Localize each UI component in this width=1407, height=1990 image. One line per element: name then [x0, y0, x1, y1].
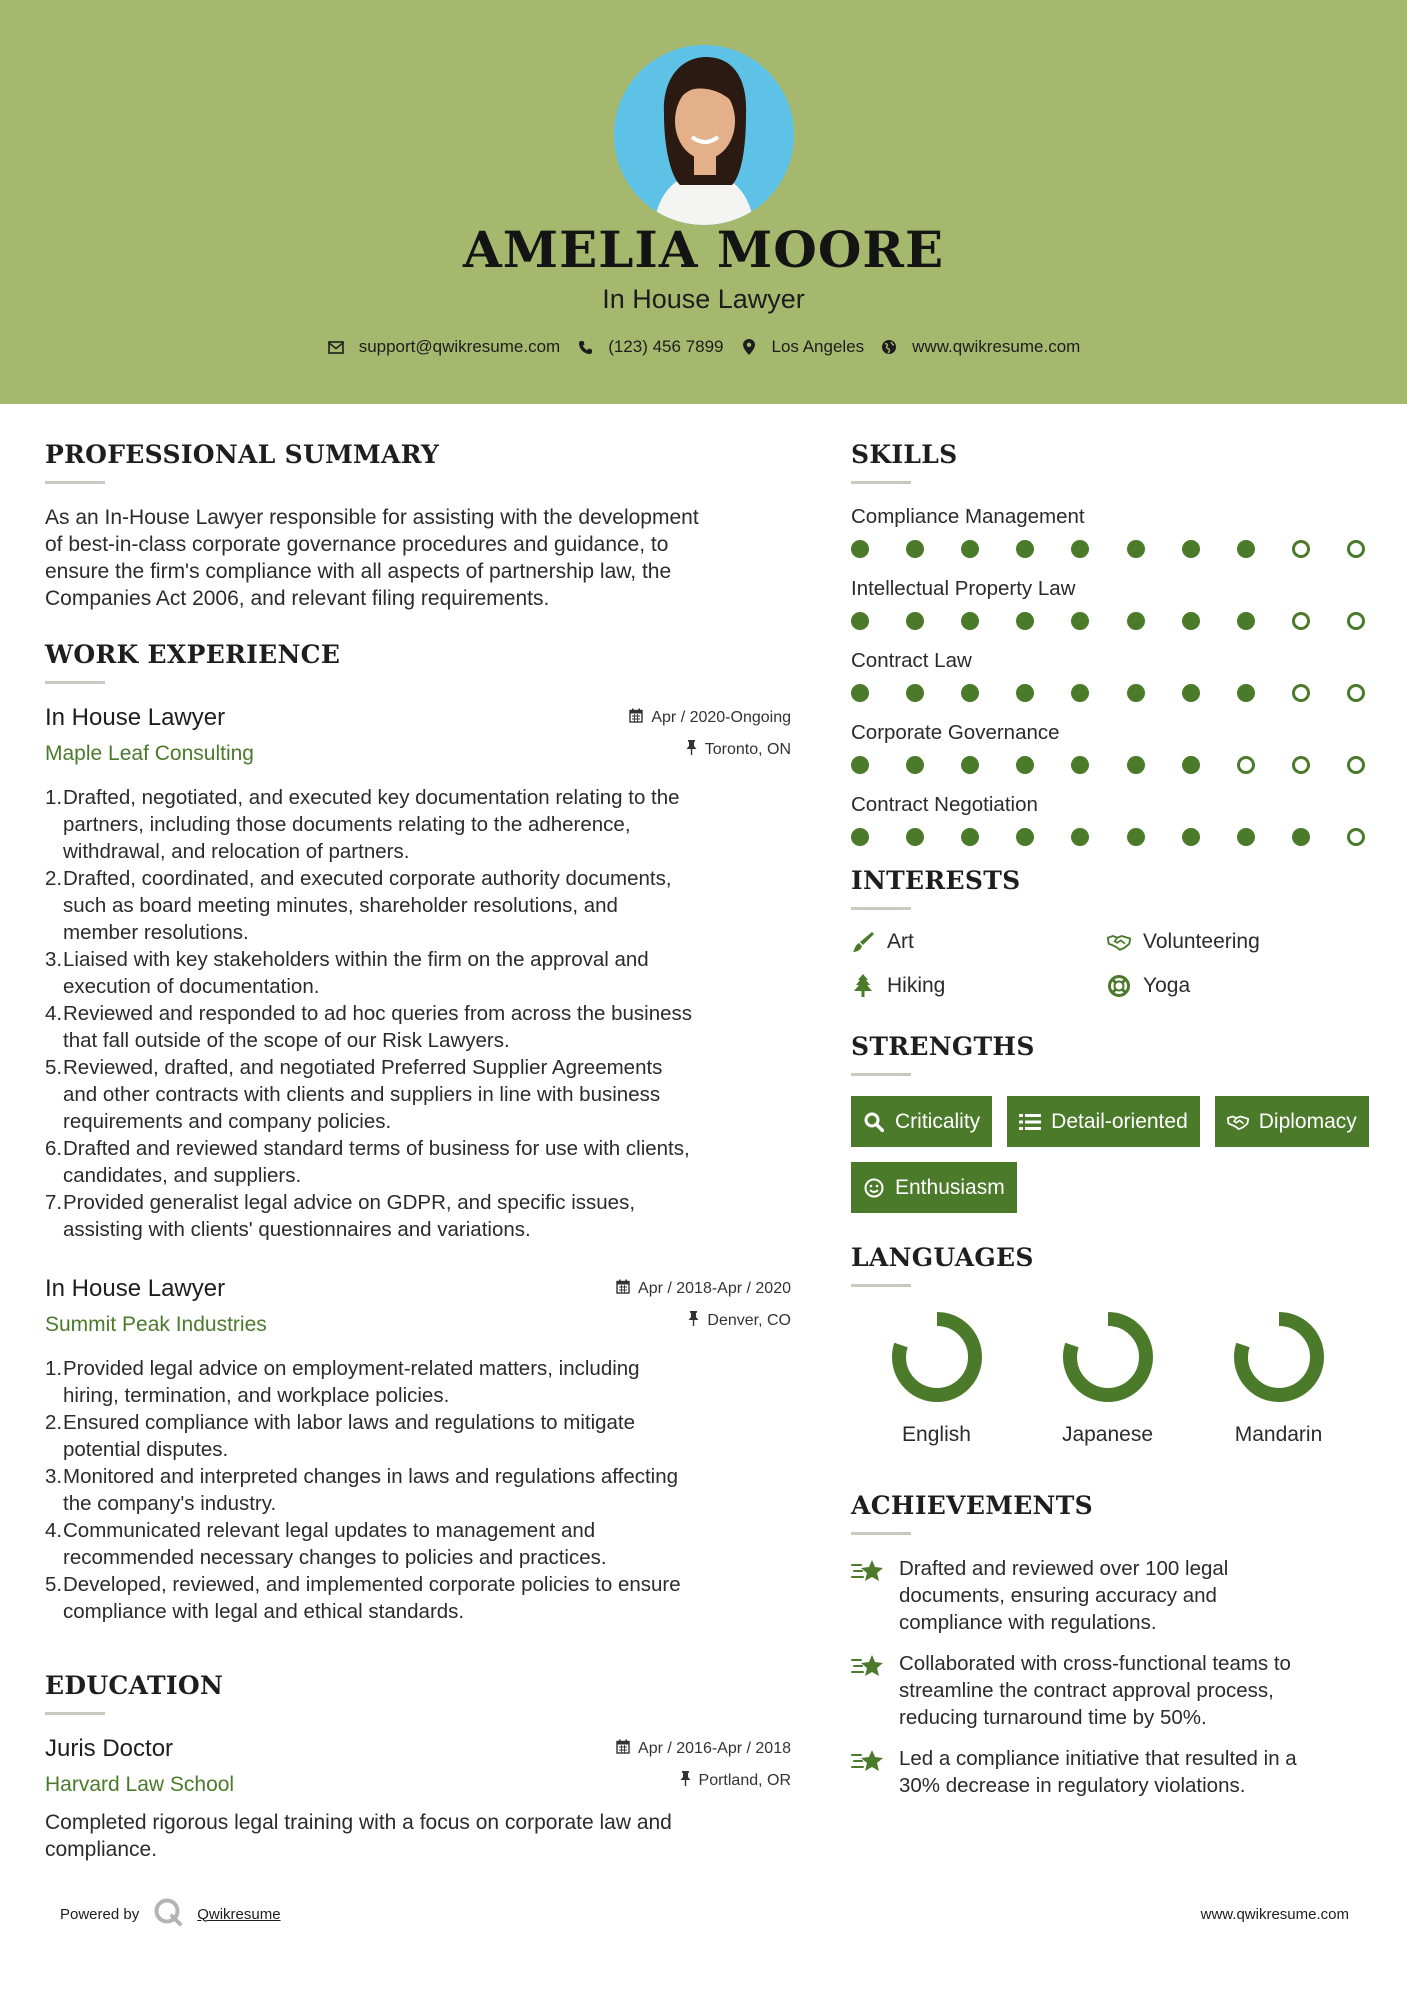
header [0, 0, 1407, 404]
duty-number: 7. [45, 1191, 63, 1214]
education-entry [45, 1735, 791, 1863]
interest-label: Volunteering [1143, 930, 1260, 953]
contact-phone[interactable] [576, 337, 723, 357]
candidate-name: AMELIA MOORE [462, 220, 945, 279]
duty-text: Drafted and reviewed standard terms of business for use with clients, [63, 1137, 690, 1160]
smile-icon [863, 1177, 885, 1199]
duty-text: partners, including those documents relating to the adherence, [63, 813, 631, 836]
job-meta [616, 1279, 791, 1331]
interest-item [1107, 974, 1363, 998]
rating-dot-filled [1016, 612, 1034, 630]
skill-rating [851, 684, 1365, 702]
job-dates: Apr / 2020-Ongoing [651, 709, 791, 726]
skill-name: Contract Negotiation [851, 793, 1038, 816]
skills-list [851, 504, 1371, 846]
duty-line [45, 865, 791, 892]
duty-line [45, 1108, 791, 1135]
rating-dot-empty [1292, 756, 1310, 774]
duty-text: Developed, reviewed, and implemented corporate policies to ensure [63, 1573, 681, 1596]
avatar [614, 45, 794, 225]
section-title-interests: INTERESTS [851, 866, 1021, 895]
duty-line [45, 1135, 791, 1162]
section-title-experience: WORK EXPERIENCE [45, 640, 341, 669]
handshake-icon [1227, 1111, 1249, 1133]
interest-item [851, 974, 1107, 998]
skill-item [851, 720, 1371, 774]
duty-text: requirements and company policies. [63, 1110, 392, 1133]
rating-dot-filled [851, 684, 869, 702]
achievement-text [899, 1555, 1228, 1636]
section-divider [851, 907, 911, 910]
rating-dot-filled [961, 756, 979, 774]
education-location: Portland, OR [698, 1772, 791, 1789]
contact-email[interactable] [327, 337, 561, 357]
rating-dot-filled [1182, 540, 1200, 558]
duty-line [45, 1162, 791, 1189]
life-ring-icon [1107, 974, 1131, 998]
interest-label: Hiking [887, 974, 946, 997]
strength-label: Criticality [895, 1109, 981, 1133]
duty-text: Communicated relevant legal updates to management and [63, 1519, 596, 1542]
interest-item [1107, 930, 1363, 954]
duty-text: recommended necessary changes to policies and practices. [63, 1546, 607, 1569]
job-location: Denver, CO [707, 1312, 791, 1329]
duty-text: Drafted, coordinated, and executed corporate authority documents, [63, 867, 672, 890]
rating-dot-filled [1071, 828, 1089, 846]
strength-label: Detail-oriented [1051, 1109, 1188, 1133]
duty-text: Provided legal advice on employment-related matters, including [63, 1357, 640, 1380]
job-title: In House Lawyer [45, 1275, 226, 1302]
rating-dot-filled [1237, 540, 1255, 558]
achievement-text [899, 1745, 1297, 1799]
contact-bar [0, 337, 1407, 357]
strength-tag [1007, 1096, 1200, 1147]
section-title-strengths: STRENGTHS [851, 1032, 1035, 1061]
duty-number [45, 1108, 63, 1135]
section-title-summary: PROFESSIONAL SUMMARY [45, 440, 440, 469]
shooting-star-icon [851, 1747, 885, 1775]
rating-dot-filled [851, 756, 869, 774]
duty-number: 1. [45, 1357, 63, 1380]
duty-text: such as board meeting minutes, shareholder resolutions, and [63, 894, 618, 917]
rating-dot-filled [906, 828, 924, 846]
skill-name: Corporate Governance [851, 721, 1060, 744]
brand-link[interactable]: Qwikresume [197, 1905, 281, 1923]
website-text: www.qwikresume.com [912, 337, 1081, 356]
strength-tags [851, 1096, 1371, 1213]
skill-item [851, 648, 1371, 702]
duty-line [45, 1000, 791, 1027]
duty-line [45, 838, 791, 865]
strength-tag [1215, 1096, 1369, 1147]
rating-dot-filled [1182, 684, 1200, 702]
duty-line [45, 1517, 791, 1544]
summary-line: ensure the firm's compliance with all aspects of partnership law, the [45, 560, 672, 583]
duty-text: Monitored and interpreted changes in laws and regulations affecting [63, 1465, 679, 1488]
rating-dot-filled [1127, 684, 1145, 702]
rating-dot-empty [1292, 684, 1310, 702]
section-title-education: EDUCATION [45, 1671, 224, 1700]
right-column [851, 440, 1371, 1813]
degree: Juris Doctor [45, 1735, 174, 1762]
strength-tag [851, 1096, 992, 1147]
rating-dot-filled [1016, 684, 1034, 702]
rating-dot-filled [961, 540, 979, 558]
duty-line [45, 1054, 791, 1081]
rating-dot-filled [906, 540, 924, 558]
duty-line [45, 892, 791, 919]
skill-name: Contract Law [851, 649, 972, 672]
duty-number [45, 1598, 63, 1625]
job-entry [45, 704, 791, 1243]
education-description [45, 1809, 791, 1863]
powered-by [60, 1897, 281, 1931]
duty-text: withdrawal, and relocation of partners. [63, 840, 410, 863]
duty-line [45, 784, 791, 811]
language-progress-ring [1229, 1307, 1329, 1407]
rating-dot-empty [1347, 684, 1365, 702]
skill-rating [851, 828, 1365, 846]
duty-text: Provided generalist legal advice on GDPR, and specific issues, [63, 1191, 636, 1214]
duty-line [45, 1382, 791, 1409]
duty-number: 1. [45, 786, 63, 809]
rating-dot-filled [961, 684, 979, 702]
rating-dot-filled [1127, 612, 1145, 630]
duty-line [45, 1027, 791, 1054]
duty-number [45, 838, 63, 865]
achievement-line: documents, ensuring accuracy and [899, 1584, 1217, 1607]
section-title-achievements: ACHIEVEMENTS [851, 1491, 1093, 1520]
duty-number: 4. [45, 1519, 63, 1542]
duty-number [45, 1081, 63, 1108]
duty-number [45, 1027, 63, 1054]
achievement-line: 30% decrease in regulatory violations. [899, 1774, 1246, 1797]
achievements-section [851, 1491, 1371, 1799]
education-line: compliance. [45, 1838, 158, 1861]
job-dates: Apr / 2018-Apr / 2020 [638, 1280, 791, 1297]
strengths-section [851, 1032, 1371, 1213]
duty-line [45, 973, 791, 1000]
language-progress-arc [1241, 1319, 1317, 1395]
duty-line [45, 1598, 791, 1625]
qwikresume-logo-icon [153, 1897, 183, 1931]
experience-section [45, 640, 791, 1625]
rating-dot-filled [1237, 612, 1255, 630]
duty-line [45, 1544, 791, 1571]
education-dates: Apr / 2016-Apr / 2018 [638, 1740, 791, 1757]
duty-line [45, 919, 791, 946]
duty-text: the company's industry. [63, 1492, 277, 1515]
achievement-line: reducing turnaround time by 50%. [899, 1706, 1207, 1729]
rating-dot-filled [906, 612, 924, 630]
summary-section [45, 440, 791, 612]
duty-line [45, 1490, 791, 1517]
calendar-icon [629, 708, 643, 728]
section-title-languages: LANGUAGES [851, 1243, 1034, 1272]
achievement-item [851, 1745, 1371, 1799]
skill-item [851, 504, 1371, 558]
duty-text: compliance with legal and ethical standards. [63, 1600, 465, 1623]
achievement-line: streamline the contract approval process, [899, 1679, 1274, 1702]
search-icon [863, 1111, 885, 1133]
rating-dot-empty [1292, 540, 1310, 558]
rating-dot-filled [1016, 756, 1034, 774]
duty-text: Reviewed, drafted, and negotiated Preferred Supplier Agreements [63, 1056, 663, 1079]
language-progress-arc [899, 1319, 975, 1395]
rating-dot-filled [1016, 828, 1034, 846]
skill-name: Compliance Management [851, 505, 1085, 528]
duty-line [45, 1409, 791, 1436]
duty-text: Drafted, negotiated, and executed key documentation relating to the [63, 786, 680, 809]
job-title: In House Lawyer [45, 704, 226, 731]
rating-dot-empty [1347, 540, 1365, 558]
duty-text: Reviewed and responded to ad hoc queries from across the business [63, 1002, 693, 1025]
pushpin-icon [686, 740, 697, 760]
education-section [45, 1671, 791, 1863]
job-meta [629, 708, 791, 760]
summary-text [45, 504, 791, 612]
shooting-star-icon [851, 1557, 885, 1585]
language-progress-ring [887, 1307, 987, 1407]
rating-dot-filled [1182, 756, 1200, 774]
duty-text: hiring, termination, and workplace policies. [63, 1384, 450, 1407]
calendar-icon [616, 1279, 630, 1299]
footer-website[interactable]: www.qwikresume.com [1200, 1906, 1349, 1923]
rating-dot-empty [1237, 756, 1255, 774]
rating-dot-filled [961, 828, 979, 846]
school: Harvard Law School [45, 1773, 235, 1796]
section-title-skills: SKILLS [851, 440, 958, 469]
rating-dot-filled [1127, 828, 1145, 846]
skill-rating [851, 756, 1365, 774]
achievement-list [851, 1555, 1371, 1799]
pushpin-icon [688, 1311, 699, 1331]
summary-line: Companies Act 2006, and relevant filing requirements. [45, 587, 550, 610]
duty-number [45, 919, 63, 946]
duty-number: 2. [45, 867, 63, 890]
language-name: Mandarin [1234, 1423, 1323, 1446]
duty-number [45, 1544, 63, 1571]
duty-text: potential disputes. [63, 1438, 229, 1461]
duty-number [45, 892, 63, 919]
language-list [851, 1307, 1371, 1447]
duty-text: execution of documentation. [63, 975, 320, 998]
duty-line [45, 1463, 791, 1490]
achievement-line: Led a compliance initiative that resulted in a [899, 1747, 1297, 1770]
candidate-role: In House Lawyer [602, 284, 805, 314]
education-meta [616, 1739, 791, 1791]
duty-number: 6. [45, 1137, 63, 1160]
interests-section [851, 866, 1371, 998]
skill-rating [851, 612, 1365, 630]
language-name: English [902, 1423, 971, 1446]
email-text: support@qwikresume.com [358, 337, 561, 356]
list-icon [1019, 1111, 1041, 1133]
map-marker-icon [740, 338, 758, 356]
language-item [851, 1307, 1022, 1447]
interest-item [851, 930, 1107, 954]
duty-number: 3. [45, 1465, 63, 1488]
achievement-item [851, 1650, 1371, 1731]
rating-dot-empty [1347, 756, 1365, 774]
summary-line: As an In-House Lawyer responsible for assisting with the development [45, 506, 699, 529]
education-line: Completed rigorous legal training with a focus on corporate law and [45, 1811, 672, 1834]
rating-dot-filled [851, 612, 869, 630]
language-name: Japanese [1061, 1423, 1154, 1446]
rating-dot-filled [851, 540, 869, 558]
achievement-text [899, 1650, 1291, 1731]
handshake-icon [1107, 930, 1131, 954]
duty-number: 3. [45, 948, 63, 971]
duty-number: 5. [45, 1056, 63, 1079]
phone-icon [576, 338, 594, 356]
duty-number [45, 811, 63, 838]
summary-line: of best-in-class corporate governance procedures and guidance, to [45, 533, 669, 556]
section-divider [851, 1532, 911, 1535]
section-divider [851, 481, 911, 484]
rating-dot-filled [1292, 828, 1310, 846]
duty-text: that fall outside of the scope of our Risk Lawyers. [63, 1029, 510, 1052]
shooting-star-icon [851, 1652, 885, 1680]
rating-dot-empty [1347, 828, 1365, 846]
rating-dot-filled [1127, 756, 1145, 774]
language-progress-arc [1070, 1319, 1146, 1395]
job-company: Maple Leaf Consulting [45, 742, 254, 765]
duty-number [45, 1162, 63, 1189]
skill-name: Intellectual Property Law [851, 577, 1076, 600]
job-entry [45, 1275, 791, 1625]
duty-line [45, 1081, 791, 1108]
duty-text: Liaised with key stakeholders within the firm on the approval and [63, 948, 649, 971]
section-divider [851, 1284, 911, 1287]
left-column [45, 440, 791, 1863]
section-divider [45, 681, 105, 684]
achievement-line: compliance with regulations. [899, 1611, 1157, 1634]
achievement-line: Collaborated with cross-functional teams to [899, 1652, 1291, 1675]
languages-section [851, 1243, 1371, 1447]
rating-dot-filled [1182, 612, 1200, 630]
rating-dot-filled [906, 684, 924, 702]
achievement-item [851, 1555, 1371, 1636]
job-duties [45, 784, 791, 1243]
rating-dot-filled [1016, 540, 1034, 558]
duty-line [45, 1355, 791, 1382]
duty-text: candidates, and suppliers. [63, 1164, 302, 1187]
skill-rating [851, 540, 1365, 558]
language-item [1193, 1307, 1364, 1447]
rating-dot-filled [1071, 684, 1089, 702]
location-text: Los Angeles [771, 337, 865, 356]
rating-dot-empty [1292, 612, 1310, 630]
strength-label: Diplomacy [1258, 1109, 1357, 1133]
paintbrush-icon [851, 930, 875, 954]
phone-text: (123) 456 7899 [608, 337, 724, 356]
interest-label: Art [887, 930, 914, 953]
rating-dot-filled [961, 612, 979, 630]
interest-label: Yoga [1143, 974, 1191, 997]
skill-item [851, 792, 1371, 846]
duty-number: 2. [45, 1411, 63, 1434]
rating-dot-filled [1071, 756, 1089, 774]
duty-number [45, 1490, 63, 1517]
rating-dot-filled [1071, 612, 1089, 630]
tree-icon [851, 974, 875, 998]
duty-number [45, 1436, 63, 1463]
rating-dot-filled [851, 828, 869, 846]
duty-line [45, 1189, 791, 1216]
skill-item [851, 576, 1371, 630]
duty-text: assisting with clients' questionnaires and variations. [63, 1218, 531, 1241]
duty-line [45, 946, 791, 973]
rating-dot-empty [1347, 612, 1365, 630]
duty-line [45, 811, 791, 838]
job-location: Toronto, ON [704, 741, 791, 758]
powered-by-label: Powered by [60, 1905, 140, 1923]
skills-section [851, 440, 1371, 846]
globe-icon [880, 338, 898, 356]
rating-dot-filled [1127, 540, 1145, 558]
duty-text: member resolutions. [63, 921, 249, 944]
rating-dot-filled [1237, 684, 1255, 702]
duty-line [45, 1436, 791, 1463]
achievement-line: Drafted and reviewed over 100 legal [899, 1557, 1229, 1580]
duty-number [45, 1216, 63, 1243]
duty-text: Ensured compliance with labor laws and regulations to mitigate [63, 1411, 636, 1434]
rating-dot-filled [1071, 540, 1089, 558]
strength-label: Enthusiasm [895, 1175, 1005, 1199]
rating-dot-filled [1182, 828, 1200, 846]
duty-line [45, 1571, 791, 1598]
section-divider [45, 481, 105, 484]
section-divider [45, 1712, 105, 1715]
section-divider [851, 1073, 911, 1076]
pushpin-icon [680, 1771, 691, 1791]
interests-grid [851, 930, 1371, 998]
duty-number: 4. [45, 1002, 63, 1025]
language-progress-ring [1058, 1307, 1158, 1407]
duty-text: and other contracts with clients and suppliers in line with business [63, 1083, 661, 1106]
calendar-icon [616, 1739, 630, 1759]
contact-website[interactable] [880, 337, 1080, 357]
language-item [1022, 1307, 1193, 1447]
strength-tag [851, 1162, 1017, 1213]
duty-number [45, 973, 63, 1000]
job-duties [45, 1355, 791, 1625]
rating-dot-filled [906, 756, 924, 774]
envelope-icon [327, 338, 345, 356]
duty-number [45, 1382, 63, 1409]
rating-dot-filled [1237, 828, 1255, 846]
duty-line [45, 1216, 791, 1243]
contact-location [740, 337, 865, 357]
job-company: Summit Peak Industries [45, 1313, 267, 1336]
duty-number: 5. [45, 1573, 63, 1596]
